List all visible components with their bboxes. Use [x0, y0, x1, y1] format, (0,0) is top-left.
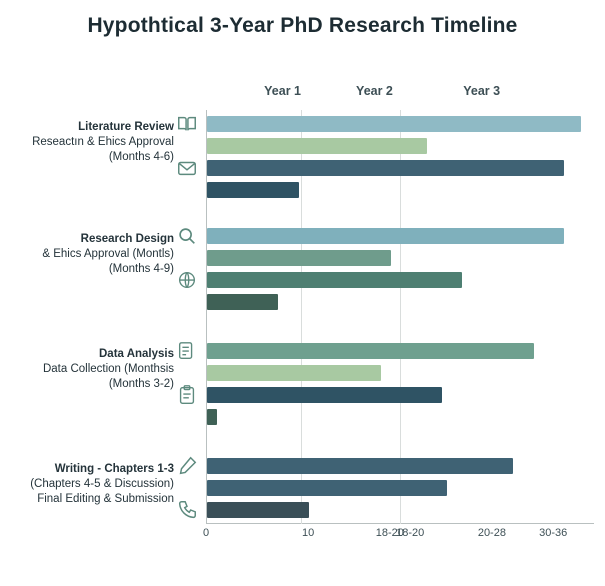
bar [207, 294, 278, 310]
year-header-2: Year 2 [356, 84, 393, 98]
x-tick-label: 0 [202, 527, 210, 539]
category-label: (Months 4-6) [108, 151, 174, 163]
category-label: (Months 4-9) [108, 263, 174, 275]
bar [207, 116, 581, 132]
x-tick-label: 18-20 [396, 527, 425, 539]
chart-title: Hypothtical 3-Year PhD Research Timeline [87, 14, 518, 37]
bar [207, 409, 217, 425]
bar [207, 160, 564, 176]
book-icon [176, 113, 198, 135]
year-header-3: Year 3 [463, 84, 501, 98]
pencil-icon [176, 455, 198, 477]
category-label: (Months 3-2) [108, 378, 174, 390]
x-tick-label: 10 [301, 527, 315, 539]
bar [207, 343, 534, 359]
bar [207, 228, 564, 244]
bar [207, 502, 309, 518]
plot-area [206, 110, 594, 524]
bar [207, 387, 442, 403]
category-label: (Chapters 4-5 & Discussion) [30, 478, 174, 490]
document-icon [176, 340, 198, 362]
phone-icon [176, 499, 198, 521]
group-label-3 [0, 347, 174, 392]
year-header-1: Year 1 [264, 84, 301, 98]
search-icon [176, 225, 198, 247]
bar [207, 365, 381, 381]
x-tick-label: 30-36 [539, 527, 568, 539]
group-label-2 [0, 232, 174, 277]
category-label: Data Collection (Monthsis [42, 363, 174, 375]
group-label-1 [0, 120, 174, 165]
category-label: Data Analysis [99, 348, 174, 360]
bar [207, 250, 391, 266]
category-label: Reseactın & Ehics Approval [32, 136, 174, 148]
bar [207, 272, 462, 288]
x-tick-label: 20-28 [477, 527, 506, 539]
group-label-4 [0, 462, 174, 507]
category-label: Literature Review [78, 121, 174, 133]
bar [207, 138, 427, 154]
x-tick-label: 18-20 [375, 527, 404, 539]
category-label: & Ehics Approval (Montls) [42, 248, 174, 260]
envelope-icon [176, 157, 198, 179]
bar [207, 458, 513, 474]
bar [207, 182, 299, 198]
globe-icon [176, 269, 198, 291]
category-label: Research Design [80, 233, 174, 245]
category-label: Writing - Chapters 1-3 [54, 463, 174, 475]
bar [207, 480, 447, 496]
clipboard-icon [176, 384, 198, 406]
category-label: Final Editing & Submission [37, 493, 174, 505]
